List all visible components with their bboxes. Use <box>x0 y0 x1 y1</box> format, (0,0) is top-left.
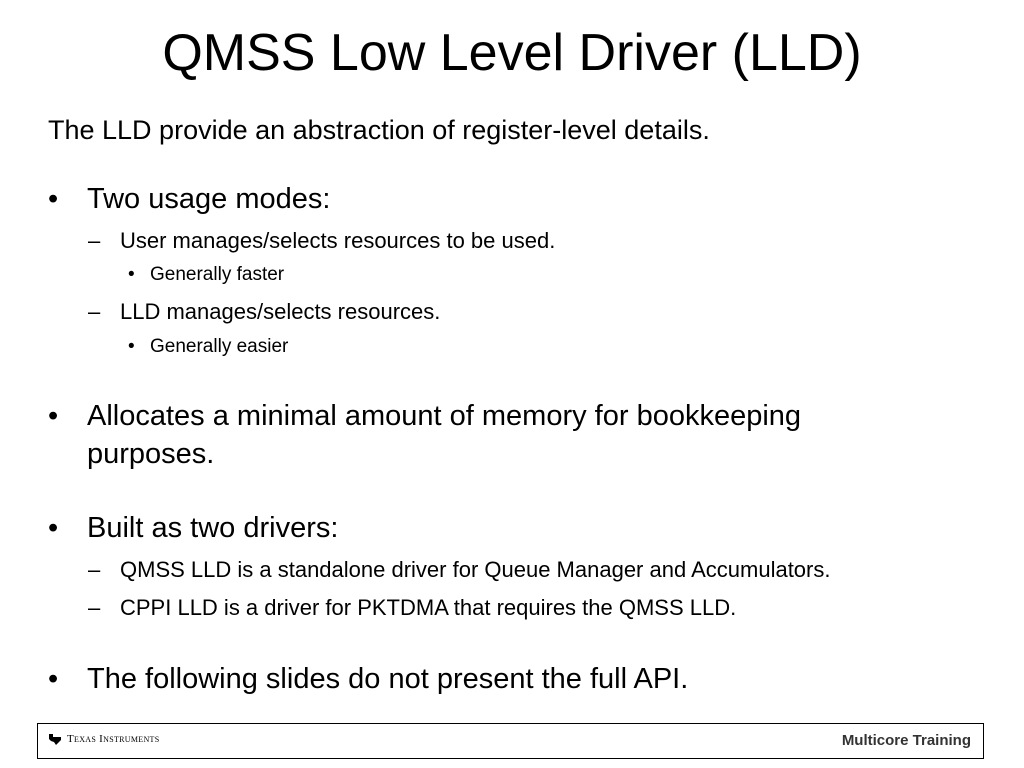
bullet-text: Built as two drivers: <box>87 512 339 544</box>
bullet-marker: • <box>48 400 59 432</box>
footer-bar <box>37 723 984 759</box>
bullet-marker: • <box>48 183 59 215</box>
ti-logo-text: Texas Instruments <box>67 733 160 745</box>
sub-bullet-text: CPPI LLD is a driver for PKTDMA that requires the QMSS LLD. <box>120 595 737 620</box>
dash-marker: – <box>88 228 101 253</box>
ti-logo <box>48 732 159 746</box>
bullet-text: Two usage modes: <box>87 183 331 215</box>
sub-sub-bullet-text: Generally easier <box>150 336 289 357</box>
sub-bullet-text: QMSS LLD is a standalone driver for Queue Manager and Accumulators. <box>120 557 831 582</box>
sub-bullet-text: LLD manages/selects resources. <box>120 299 441 324</box>
slide-title: QMSS Low Level Driver (LLD) <box>162 24 862 82</box>
intro-text: The LLD provide an abstraction of register-level details. <box>48 115 710 145</box>
bullet-text: The following slides do not present the full API. <box>87 663 689 695</box>
small-bullet-marker: • <box>128 264 135 285</box>
bullet-text: Allocates a minimal amount of memory for bookkeeping purposes. <box>87 400 802 470</box>
dash-marker: – <box>88 595 101 620</box>
sub-sub-bullet-text: Generally faster <box>150 264 285 285</box>
dash-marker: – <box>88 557 101 582</box>
bullet-marker: • <box>48 663 59 695</box>
sub-bullet-text: User manages/selects resources to be used. <box>120 228 556 253</box>
bullet-marker: • <box>48 512 59 544</box>
small-bullet-marker: • <box>128 336 135 357</box>
footer-label: Multicore Training <box>841 732 971 749</box>
dash-marker: – <box>88 299 101 324</box>
texas-state-icon <box>48 732 62 746</box>
